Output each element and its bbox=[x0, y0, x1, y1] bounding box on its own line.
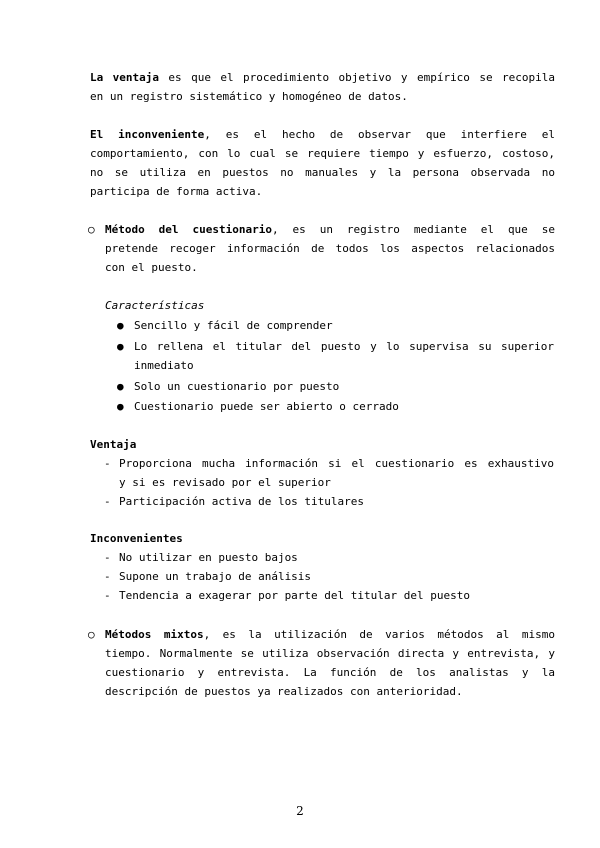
para2-line1 bbox=[90, 128, 555, 142]
mixtos-text1: , es la utilización de varios métodos al mismo bbox=[203, 628, 556, 641]
dash-icon: - bbox=[104, 495, 111, 508]
cuestionario-text1: , es un registro mediante el que se bbox=[271, 223, 555, 236]
para2-bold: El inconveniente bbox=[90, 128, 205, 141]
caracteristicas-heading: Características bbox=[105, 299, 205, 312]
para2-text1: , es el hecho de observar que interfiere el bbox=[204, 128, 555, 141]
page-number: 2 bbox=[296, 804, 304, 818]
dash-icon: - bbox=[104, 457, 111, 470]
para2-line4: participa de forma activa. bbox=[90, 185, 263, 198]
mixtos-bold: Métodos mixtos bbox=[105, 628, 204, 641]
ventaja-heading-text: Ventaja bbox=[90, 438, 137, 451]
caracteristica-item-cont: inmediato bbox=[134, 359, 194, 372]
inconveniente-item: Supone un trabajo de análisis bbox=[119, 570, 312, 583]
dash-icon: - bbox=[104, 589, 111, 602]
mixtos-line4: descripción de puestos ya realizados con anterioridad. bbox=[105, 685, 463, 698]
circle-bullet-icon: ○ bbox=[88, 628, 95, 641]
para1-text1: es que el procedimiento objetivo y empírico se recopila bbox=[159, 71, 555, 84]
mixtos-line3: cuestionario y entrevista. La función de los analistas y la bbox=[105, 666, 555, 679]
cuestionario-line1 bbox=[105, 223, 555, 237]
bullet-icon: ● bbox=[117, 319, 124, 332]
ventaja-item-cont: y si es revisado por el superior bbox=[119, 476, 331, 489]
inconvenientes-heading bbox=[90, 532, 183, 546]
ventaja-item: Proporciona mucha información si el cuestionario es exhaustivo bbox=[119, 457, 554, 470]
mixtos-line2: tiempo. Normalmente se utiliza observación directa y entrevista, y bbox=[105, 647, 555, 660]
para1-line2: en un registro sistemático y homogéneo de datos. bbox=[90, 90, 408, 103]
mixtos-line1 bbox=[105, 628, 555, 642]
ventaja-heading bbox=[90, 438, 136, 452]
caracteristica-item: Solo un cuestionario por puesto bbox=[134, 380, 340, 393]
bullet-icon: ● bbox=[117, 340, 124, 353]
cuestionario-bold: Método del cuestionario bbox=[105, 223, 272, 236]
para1-bold: La ventaja bbox=[90, 71, 160, 84]
dash-icon: - bbox=[104, 570, 111, 583]
para2-line3: no se utiliza en puestos no manuales y la persona observada no bbox=[90, 166, 555, 179]
bullet-icon: ● bbox=[117, 400, 124, 413]
cuestionario-line2: pretende recoger información de todos los aspectos relacionados bbox=[105, 242, 555, 255]
inconveniente-item: Tendencia a exagerar por parte del titular del puesto bbox=[119, 589, 470, 602]
caracteristica-item: Cuestionario puede ser abierto o cerrado bbox=[134, 400, 399, 413]
ventaja-item: Participación activa de los titulares bbox=[119, 495, 365, 508]
para2-line2: comportamiento, con lo cual se requiere tiempo y esfuerzo, costoso, bbox=[90, 147, 555, 160]
para1-line1 bbox=[90, 71, 555, 85]
caracteristica-item: Lo rellena el titular del puesto y lo supervisa su superior bbox=[134, 340, 554, 353]
caracteristica-item: Sencillo y fácil de comprender bbox=[134, 319, 333, 332]
circle-bullet-icon: ○ bbox=[88, 223, 95, 236]
dash-icon: - bbox=[104, 551, 111, 564]
cuestionario-line3: con el puesto. bbox=[105, 261, 198, 274]
bullet-icon: ● bbox=[117, 380, 124, 393]
inconvenientes-heading-text: Inconvenientes bbox=[90, 532, 183, 545]
inconveniente-item: No utilizar en puesto bajos bbox=[119, 551, 298, 564]
